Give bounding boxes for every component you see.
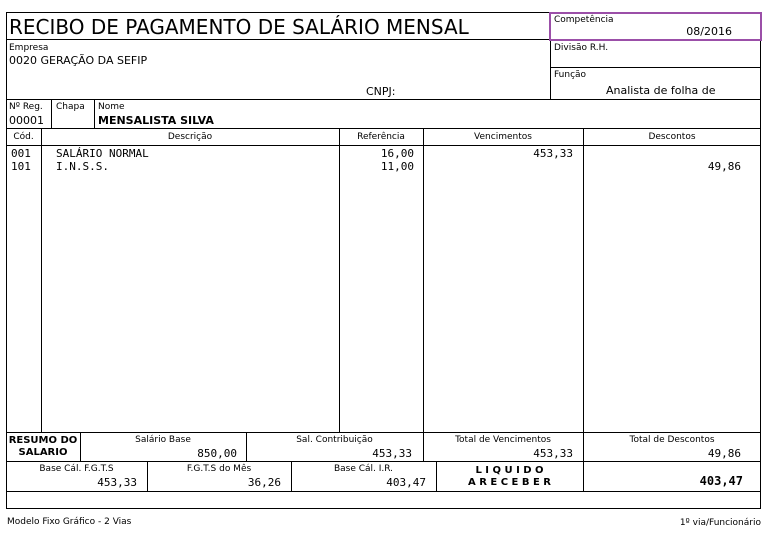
- empresa-label: Empresa: [9, 43, 49, 53]
- funcao-label: Função: [554, 70, 587, 80]
- base-ir-value: 403,47: [386, 476, 426, 489]
- base-fgts-value: 453,33: [97, 476, 137, 489]
- divider: [51, 99, 52, 128]
- liquido-value: 403,47: [699, 474, 743, 488]
- chapa-label: Chapa: [56, 102, 85, 112]
- liquido-label: L I Q U I D O: [475, 465, 544, 476]
- divider: [6, 99, 761, 100]
- table-row-cod: 101: [11, 160, 31, 173]
- liquido-label-2: A R E C E B E R: [468, 477, 551, 488]
- divider: [6, 461, 761, 462]
- total-descontos-value: 49,86: [707, 447, 741, 460]
- table-row-cod: 001: [11, 147, 31, 160]
- table-row-descontos: 49,86: [707, 160, 741, 173]
- nome-value: MENSALISTA SILVA: [98, 114, 214, 127]
- nome-label: Nome: [98, 102, 125, 112]
- base-ir-label: Base Cál. I.R.: [333, 464, 394, 474]
- divider: [6, 128, 761, 129]
- nreg-value: 00001: [9, 114, 44, 127]
- col-header-referencia: Referência: [357, 132, 405, 142]
- divider: [6, 491, 761, 492]
- divider: [6, 39, 551, 40]
- salario-base-value: 850,00: [197, 447, 237, 460]
- divider: [583, 128, 584, 433]
- salario-base-label: Salário Base: [135, 435, 191, 445]
- resumo-label: RESUMO DO: [8, 435, 78, 446]
- footer-via: 1º via/Funcionário: [679, 518, 761, 528]
- competencia-label: Competência: [554, 15, 614, 25]
- fgts-mes-value: 36,26: [247, 476, 281, 489]
- divider: [6, 145, 761, 146]
- divider: [550, 67, 761, 68]
- divider: [339, 128, 340, 433]
- table-row-vencimentos: 453,33: [533, 147, 573, 160]
- total-vencimentos-value: 453,33: [533, 447, 573, 460]
- empresa-value: 0020 GERAÇÃO DA SEFIP: [9, 54, 148, 67]
- resumo-label-2: SALARIO: [18, 447, 68, 458]
- col-header-vencimentos: Vencimentos: [474, 132, 532, 142]
- total-descontos-label: Total de Descontos: [629, 435, 715, 445]
- competencia-value: 08/2016: [686, 25, 732, 38]
- divisao-label: Divisão R.H.: [554, 43, 609, 53]
- cnpj-label: CNPJ:: [366, 85, 396, 98]
- nreg-label: Nº Reg.: [9, 102, 43, 112]
- col-header-cod: Cód.: [13, 132, 34, 142]
- footer-model: Modelo Fixo Gráfico - 2 Vias: [7, 517, 132, 527]
- page-title: RECIBO DE PAGAMENTO DE SALÁRIO MENSAL: [9, 15, 469, 39]
- sal-contribuicao-value: 453,33: [372, 447, 412, 460]
- sal-contribuicao-label: Sal. Contribuição: [296, 435, 373, 445]
- table-row-descricao: SALÁRIO NORMAL: [56, 147, 149, 160]
- total-vencimentos-label: Total de Vencimentos: [455, 435, 551, 445]
- col-header-descricao: Descrição: [167, 132, 213, 142]
- divider: [6, 432, 761, 433]
- divider: [94, 99, 95, 128]
- divider: [423, 128, 424, 433]
- base-fgts-label: Base Cál. F.G.T.S: [39, 464, 114, 474]
- fgts-mes-label: F.G.T.S do Mês: [186, 464, 252, 474]
- col-header-descontos: Descontos: [648, 132, 696, 142]
- table-row-descricao: I.N.S.S.: [56, 160, 109, 173]
- divider: [41, 128, 42, 433]
- funcao-value: Analista de folha de: [606, 84, 716, 97]
- table-row-referencia: 11,00: [380, 160, 414, 173]
- table-row-referencia: 16,00: [380, 147, 414, 160]
